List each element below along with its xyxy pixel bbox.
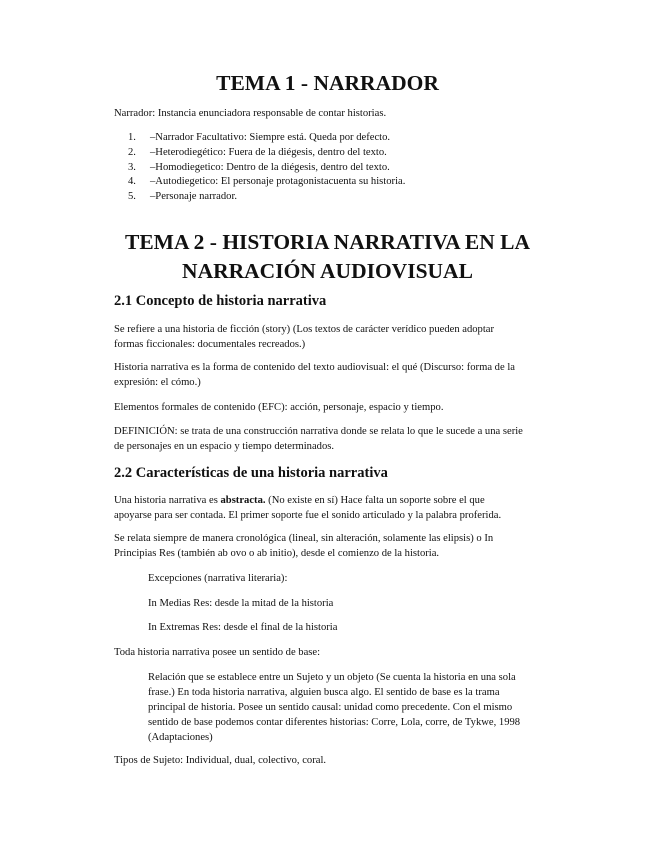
blockquote-line: frase.) En toda historia narrativa, alguien busca algo. El sentido de base es la trama (148, 687, 500, 698)
exception-item: In Extremas Res: desde el final de la historia (148, 622, 338, 633)
paragraph-line: expresión: el cómo.) (114, 377, 201, 388)
tema2-title-line1: TEMA 2 - HISTORIA NARRATIVA EN LA (124, 230, 530, 254)
abstracta-bold: abstracta. (220, 495, 266, 506)
paragraph-line: Se relata siempre de manera cronológica (lineal, sin alteración, solamente las elipsis) o In (114, 533, 494, 544)
paragraph-line: Historia narrativa es la forma de contenido del texto audiovisual: el qué (Discurso: forma de la (114, 362, 515, 373)
blockquote-line: (Adaptaciones) (148, 732, 213, 743)
blockquote-line: Relación que se establece entre un Sujeto y un objeto (Se cuenta la historia en una sola (148, 672, 516, 683)
paragraph-line: apoyarse para ser contada. El primer soporte fue el sonido articulado y la palabra proferida. (114, 510, 502, 521)
paragraph-line: Tipos de Sujeto: Individual, dual, colectivo, coral. (114, 755, 327, 766)
tema1-title: TEMA 1 - NARRADOR (216, 71, 439, 95)
blockquote-line: sentido de base podemos contar diferentes historias: Corre, Lola, corre, de Tykwe, 1998 (148, 717, 521, 728)
paragraph-line: Principias Res (también ab ovo o ab initio), desde el comienzo de la historia. (114, 548, 440, 559)
exceptions-title: Excepciones (narrativa literaria): (148, 573, 288, 584)
list-item: 4. –Autodiegetico: El personaje protagonistacuenta su historia. (128, 176, 406, 188)
tema2-title-line2: NARRACIÓN AUDIOVISUAL (182, 259, 473, 283)
paragraph-line: Una historia narrativa es abstracta. (No existe en sí) Hace falta un soporte sobre el que (114, 495, 485, 506)
narrator-types-list (114, 131, 405, 205)
paragraph-line: DEFINICIÓN: se trata de una construcción narrativa donde se relata lo que le sucede a una serie (114, 426, 523, 437)
paragraph-line: de personajes en un espacio y tiempo determinados. (114, 441, 335, 452)
list-item: 5. –Personaje narrador. (128, 191, 238, 203)
blockquote-line: principal de historia. Posee un sentido causal: unidad como precedente. Con el mismo (148, 702, 513, 713)
section-2-2-heading: 2.2 Características de una historia narrativa (114, 465, 388, 481)
exception-item: In Medias Res: desde la mitad de la historia (148, 598, 334, 609)
list-item: 2. –Heterodiegético: Fuera de la diégesis, dentro del texto. (128, 146, 387, 158)
paragraph-line: Se refiere a una historia de ficción (story) (Los textos de carácter verídico pueden adoptar (114, 324, 495, 335)
section-2-1-heading: 2.1 Concepto de historia narrativa (114, 293, 327, 309)
paragraph-line: Toda historia narrativa posee un sentido de base: (114, 647, 321, 658)
paragraph-line: Elementos formales de contenido (EFC): acción, personaje, espacio y tiempo. (114, 402, 444, 413)
list-item: 3. –Homodiegetico: Dentro de la diégesis, dentro del texto. (128, 161, 390, 173)
list-item: 1. –Narrador Facultativo: Siempre está. Queda por defecto. (128, 132, 391, 143)
tema1-intro: Narrador: Instancia enunciadora responsable de contar historias. (114, 108, 387, 119)
paragraph-line: formas ficcionales: documentales recreados.) (114, 339, 306, 350)
